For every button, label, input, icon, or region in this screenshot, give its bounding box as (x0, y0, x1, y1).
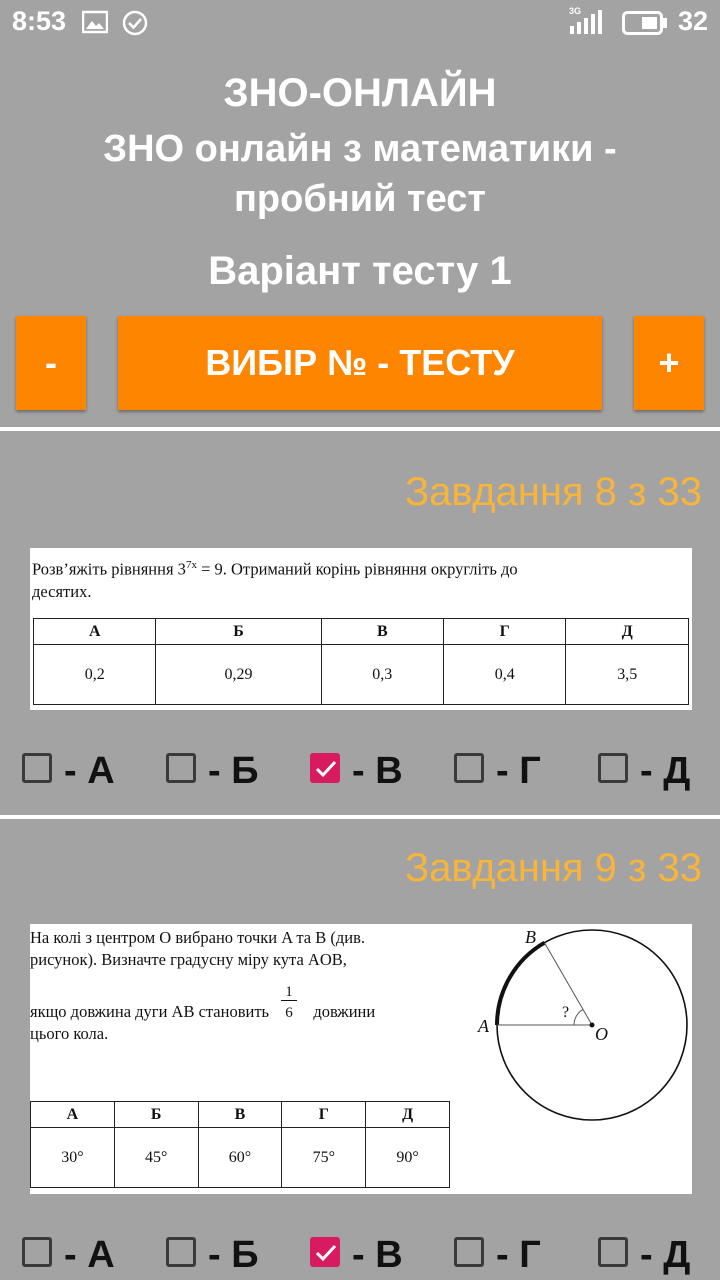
checkbox-icon[interactable] (598, 753, 628, 783)
checkbox-icon[interactable] (166, 1237, 196, 1267)
divider (0, 815, 720, 819)
battery-icon (622, 11, 668, 40)
point-b-label: B (525, 927, 536, 947)
page-subtitle: ЗНО онлайн з математики - пробний тест (103, 128, 617, 220)
angle-question-label: ? (562, 1004, 570, 1021)
task-heading: Завдання 8 з 33 (404, 470, 702, 514)
checked-checkbox-icon[interactable] (310, 753, 340, 783)
battery-level: 32 (677, 6, 708, 36)
circle-diagram (470, 924, 692, 1124)
checkbox-icon[interactable] (454, 753, 484, 783)
image-icon (82, 10, 108, 39)
answer-checkbox-row: - А - Б - В - Г - Д (0, 746, 720, 796)
question-image (30, 548, 692, 710)
answer-options-table: А Б В Г Д 0,2 0,29 0,3 0,4 3,5 (33, 618, 689, 705)
question-image (30, 924, 692, 1194)
app-title: ЗНО-ОНЛАЙН (223, 71, 497, 115)
point-o-label: O (595, 1024, 608, 1044)
checkbox-icon[interactable] (22, 1237, 52, 1267)
fraction-denominator: 6 (285, 1005, 293, 1021)
check-circle-icon (122, 10, 148, 41)
question-text: На колі з центром O вибрано точки A та B (див. рисунок). Визначте градусну міру кута AOB, якщо довжина дуги AB становить $\frac{1}{6}$ довжини цього кола. (30, 928, 376, 1043)
network-type: 3G (569, 6, 582, 16)
checkbox-icon[interactable] (598, 1237, 628, 1267)
previous-test-button[interactable]: - (16, 316, 86, 410)
next-test-button[interactable]: + (634, 316, 704, 410)
task-heading: Завдання 9 з 33 (404, 846, 702, 890)
select-test-button[interactable]: ВИБІР № - ТЕСТУ (118, 316, 602, 410)
checked-checkbox-icon[interactable] (310, 1237, 340, 1267)
checkbox-icon[interactable] (22, 753, 52, 783)
answer-options-table: А Б В Г Д 30° 45° 60° 75° 90° (30, 1101, 450, 1188)
answer-checkbox-row: - А - Б - В - Г - Д (0, 1230, 720, 1280)
variant-title: Варіант тесту 1 (208, 249, 512, 293)
checkbox-icon[interactable] (166, 753, 196, 783)
checkbox-icon[interactable] (454, 1237, 484, 1267)
question-text: Розв’яжіть рівняння $3^{7x} = 9$. Отриманий корінь рівняння округліть до десятих. (32, 559, 518, 601)
status-bar (0, 0, 720, 46)
fraction-numerator: 1 (285, 984, 293, 1000)
point-a-label: A (478, 1016, 489, 1036)
status-time: 8:53 (12, 6, 67, 36)
divider (0, 427, 720, 431)
